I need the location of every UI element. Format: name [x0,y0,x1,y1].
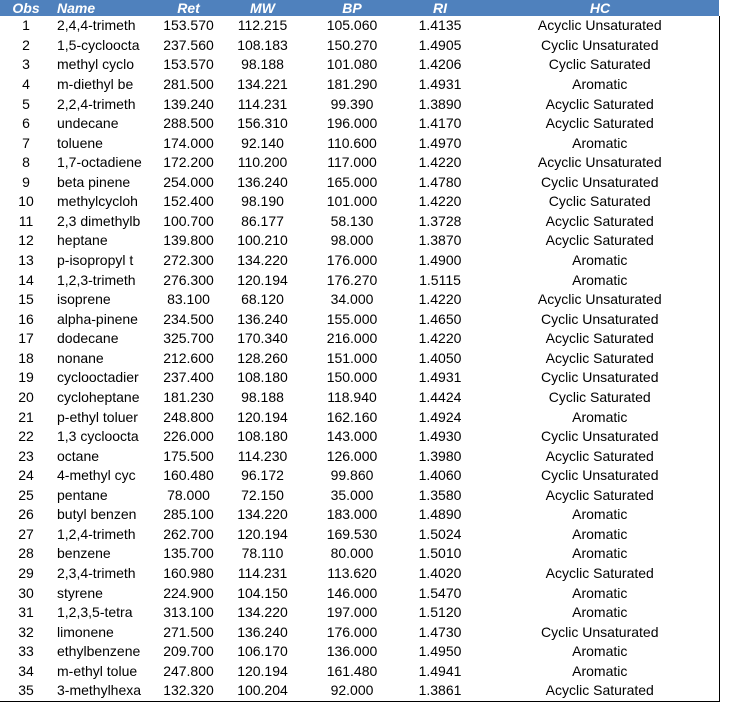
cell-ret[interactable]: 139.240 [163,95,214,112]
cell-ret[interactable]: 226.000 [163,428,214,445]
cell-ret[interactable]: 237.560 [163,36,214,53]
cell-hc[interactable]: Acyclic Saturated [481,329,719,349]
table-row [0,642,719,662]
cell-bp[interactable]: 150.270 [326,36,378,53]
cell-bp[interactable]: 216.000 [326,330,378,347]
cell-ri[interactable]: 1.4931 [418,75,462,92]
header-name[interactable]: Name [52,0,157,16]
cell-ret[interactable]: 83.100 [167,291,210,308]
cell-hc[interactable]: Aromatic [481,270,719,290]
cell-name[interactable]: alpha-pinene [57,310,138,327]
cell-hc[interactable]: Acyclic Saturated [481,212,719,232]
cell-ret[interactable]: 254.000 [163,173,214,190]
cell-name[interactable]: styrene [57,584,103,601]
cell-obs[interactable]: 3 [22,56,30,73]
cell-bp[interactable]: 58.130 [330,212,374,229]
cell-obs[interactable]: 24 [18,467,34,484]
cell-bp[interactable]: 146.000 [326,584,378,601]
cell-ri[interactable]: 1.3580 [418,486,462,503]
cell-mw[interactable]: 120.194 [237,525,288,542]
cell-ret[interactable]: 272.300 [163,252,214,269]
cell-obs[interactable]: 25 [18,486,34,503]
table-row [0,505,719,525]
table-row [0,427,719,447]
cell-ri[interactable]: 1.5115 [419,271,461,288]
cell-hc[interactable]: Aromatic [481,525,719,545]
cell-bp[interactable]: 165.000 [326,173,378,190]
cell-bp[interactable]: 117.000 [327,154,377,171]
cell-mw[interactable]: 108.180 [237,369,288,386]
cell-hc[interactable]: Aromatic [481,544,719,564]
cell-obs[interactable]: 31 [18,604,34,621]
cell-bp[interactable]: 35.000 [330,486,374,503]
cell-name[interactable]: benzene [57,545,111,562]
cell-name[interactable]: 2,2,4-trimeth [57,95,136,112]
cell-bp[interactable]: 196.000 [326,115,378,132]
cell-name[interactable]: 4-methyl cyc [57,467,136,484]
cell-ri[interactable]: 1.4930 [418,428,462,445]
header-bp[interactable]: BP [305,0,399,16]
cell-ri[interactable]: 1.4220 [418,330,462,347]
cell-hc[interactable]: Acyclic Saturated [481,114,719,134]
header-row [0,0,719,16]
cell-ri[interactable]: 1.4170 [418,115,462,132]
cell-bp[interactable]: 113.620 [327,565,377,582]
cell-mw[interactable]: 120.194 [237,271,288,288]
table-row [0,407,719,427]
cell-obs[interactable]: 26 [18,506,34,523]
table-row [0,270,719,290]
cell-hc[interactable]: Cyclic Unsaturated [481,622,719,642]
cell-hc[interactable]: Cyclic Saturated [481,388,719,408]
cell-hc[interactable]: Cyclic Saturated [481,192,719,212]
table-row [0,114,719,134]
cell-bp[interactable]: 101.000 [326,193,378,210]
cell-obs[interactable]: 17 [18,330,34,347]
table-row [0,212,719,232]
cell-name[interactable]: butyl benzen [57,506,137,523]
header-hc[interactable]: HC [481,0,719,16]
cell-hc[interactable]: Aromatic [481,75,719,95]
cell-ri[interactable]: 1.5024 [418,525,462,542]
cell-mw[interactable]: 108.183 [237,36,288,53]
cell-ri[interactable]: 1.3728 [418,212,462,229]
cell-obs[interactable]: 2 [22,36,30,53]
table-row [0,94,719,114]
cell-mw[interactable]: 98.188 [241,56,284,73]
cell-hc[interactable]: Cyclic Unsaturated [481,427,719,447]
cell-bp[interactable]: 155.000 [326,310,378,327]
cell-ret[interactable]: 313.100 [163,604,214,621]
cell-obs[interactable]: 11 [18,212,34,229]
cell-bp[interactable]: 197.000 [326,604,378,621]
cell-bp[interactable]: 150.000 [326,369,378,386]
cell-name[interactable]: p-ethyl toluer [57,408,138,425]
table-row [0,583,719,603]
cell-ri[interactable]: 1.4950 [418,643,462,660]
cell-name[interactable]: cycloheptane [57,388,140,405]
cell-hc[interactable]: Cyclic Unsaturated [481,173,719,193]
table-row [0,349,719,369]
cell-bp[interactable]: 105.060 [326,17,378,34]
cell-bp[interactable]: 176.270 [326,271,378,288]
cell-obs[interactable]: 20 [18,388,34,405]
cell-obs[interactable]: 15 [18,291,34,308]
table-row [0,192,719,212]
cell-ri[interactable]: 1.4220 [418,193,462,210]
cell-hc[interactable]: Aromatic [481,251,719,271]
cell-ret[interactable]: 160.980 [163,565,214,582]
cell-bp[interactable]: 118.940 [327,388,377,405]
cell-name[interactable]: 1,5-cycloocta [57,36,140,53]
cell-ret[interactable]: 262.700 [163,525,214,542]
table-row [0,153,719,173]
cell-mw[interactable]: 134.220 [237,252,288,269]
cell-obs[interactable]: 7 [22,134,30,151]
cell-ri[interactable]: 1.4206 [418,56,462,73]
cell-ret[interactable]: 247.800 [163,662,214,679]
cell-hc[interactable]: Aromatic [481,505,719,525]
table-row [0,466,719,486]
cell-bp[interactable]: 183.000 [326,506,378,523]
cell-obs[interactable]: 28 [18,545,34,562]
cell-obs[interactable]: 13 [18,252,34,269]
cell-mw[interactable]: 92.140 [241,134,284,151]
cell-name[interactable]: 2,4,4-trimeth [57,17,136,34]
table-row [0,329,719,349]
cell-name[interactable]: 2,3 dimethylb [57,212,141,229]
cell-ret[interactable]: 153.570 [163,56,214,73]
cell-mw[interactable]: 136.240 [237,173,288,190]
cell-mw[interactable]: 128.260 [237,349,288,366]
cell-name[interactable]: m-ethyl tolue [57,662,138,679]
cell-ri[interactable]: 1.3980 [418,447,462,464]
cell-ret[interactable]: 132.320 [157,681,220,701]
cell-bp[interactable]: 126.000 [326,447,378,464]
cell-ret[interactable]: 325.700 [163,330,214,347]
cell-mw[interactable]: 68.120 [241,291,284,308]
cell-ri[interactable]: 1.4941 [418,662,462,679]
cell-ret[interactable]: 237.400 [163,369,214,386]
table-body [0,16,719,701]
table-row [0,55,719,75]
table-row [0,133,719,153]
cell-obs[interactable]: 29 [18,565,34,582]
cell-ret[interactable]: 172.200 [163,154,214,171]
cell-mw[interactable]: 108.180 [237,428,288,445]
cell-mw[interactable]: 156.310 [237,115,288,132]
cell-bp[interactable]: 151.000 [326,349,378,366]
header-mw[interactable]: MW [220,0,305,16]
cell-mw[interactable]: 110.200 [237,154,288,171]
cell-ri[interactable]: 1.4931 [418,369,462,386]
cell-mw[interactable]: 120.194 [237,408,288,425]
cell-hc[interactable]: Acyclic Saturated [481,349,719,369]
cell-obs[interactable]: 18 [18,349,34,366]
cell-mw[interactable]: 96.172 [241,467,284,484]
cell-obs[interactable]: 1 [22,17,30,34]
cell-ret[interactable]: 224.900 [163,584,214,601]
cell-hc[interactable]: Cyclic Unsaturated [481,466,719,486]
table-row [0,36,719,56]
cell-obs[interactable]: 9 [22,173,30,190]
cell-ret[interactable]: 271.500 [163,623,214,640]
cell-ret[interactable]: 160.480 [163,467,214,484]
cell-ret[interactable]: 152.400 [163,193,214,210]
cell-name[interactable]: m-diethyl be [57,75,134,92]
cell-ret[interactable]: 153.570 [163,17,214,34]
cell-obs[interactable]: 5 [22,95,30,112]
cell-hc[interactable]: Cyclic Unsaturated [481,309,719,329]
table-row [0,251,719,271]
cell-hc[interactable]: Acyclic Saturated [481,681,719,701]
cell-ri[interactable]: 1.4905 [418,36,462,53]
cell-name[interactable]: ethylbenzene [57,643,141,660]
cell-ri[interactable]: 1.5010 [418,545,462,562]
cell-mw[interactable]: 136.240 [237,310,288,327]
cell-mw[interactable]: 106.170 [237,643,288,660]
cell-mw[interactable]: 98.188 [241,388,284,405]
cell-mw[interactable]: 134.220 [237,604,288,621]
cell-obs[interactable]: 27 [18,525,34,542]
cell-hc[interactable]: Cyclic Saturated [481,55,719,75]
table-row [0,231,719,251]
cell-ret[interactable]: 234.500 [163,310,214,327]
cell-hc[interactable]: Aromatic [481,642,719,662]
cell-bp[interactable]: 176.000 [326,623,378,640]
cell-ri[interactable]: 1.4020 [418,565,462,582]
table-row [0,309,719,329]
cell-ri[interactable]: 1.3861 [399,681,481,701]
cell-hc[interactable]: Acyclic Saturated [481,564,719,584]
cell-ri[interactable]: 1.4060 [418,467,462,484]
cell-hc[interactable]: Acyclic Unsaturated [481,153,719,173]
cell-name[interactable]: heptane [57,232,108,249]
cell-name[interactable]: 1,2,3-trimeth [57,271,136,288]
cell-obs[interactable]: 22 [18,428,34,445]
cell-hc[interactable]: Aromatic [481,407,719,427]
cell-name[interactable]: isoprene [57,291,111,308]
cell-mw[interactable]: 136.240 [237,623,288,640]
cell-ri[interactable]: 1.5120 [418,604,462,621]
table-row [0,622,719,642]
cell-name[interactable]: beta pinene [57,173,131,190]
cell-ret[interactable]: 100.700 [163,212,214,229]
cell-ri[interactable]: 1.4650 [418,310,462,327]
cell-obs[interactable]: 33 [18,643,34,660]
cell-hc[interactable]: Aromatic [481,133,719,153]
cell-ri[interactable]: 1.4900 [418,252,462,269]
cell-mw[interactable]: 78.110 [241,545,284,562]
cell-bp[interactable]: 110.600 [327,134,377,151]
cell-mw[interactable]: 86.177 [241,212,284,229]
cell-obs[interactable]: 35 [0,681,52,701]
cell-obs[interactable]: 19 [18,369,34,386]
cell-bp[interactable]: 143.000 [326,428,378,445]
table-row [0,16,719,36]
table-row [0,525,719,545]
cell-ret[interactable]: 139.800 [163,232,214,249]
cell-ret[interactable]: 212.600 [163,349,214,366]
cell-bp[interactable]: 92.000 [305,681,399,701]
cell-name[interactable]: 1,2,3,5-tetra [57,604,133,621]
cell-bp[interactable]: 99.860 [330,467,374,484]
cell-ret[interactable]: 174.000 [163,134,214,151]
cell-obs[interactable]: 6 [22,115,30,132]
cell-ri[interactable]: 1.4050 [418,349,462,366]
cell-name[interactable]: 1,2,4-trimeth [57,525,136,542]
cell-ri[interactable]: 1.4730 [418,623,462,640]
cell-ri[interactable]: 1.4924 [418,408,462,425]
cell-hc[interactable]: Aromatic [481,662,719,682]
cell-name[interactable]: octane [57,447,100,464]
cell-name[interactable]: cyclooctadier [57,369,139,386]
cell-ret[interactable]: 78.000 [167,486,210,503]
cell-name[interactable]: undecane [57,115,119,132]
cell-bp[interactable]: 176.000 [326,252,378,269]
cell-bp[interactable]: 181.290 [326,75,378,92]
cell-ri[interactable]: 1.4135 [418,17,462,34]
cell-obs[interactable]: 21 [18,408,34,425]
cell-mw[interactable]: 120.194 [237,662,288,679]
cell-bp[interactable]: 34.000 [330,291,374,308]
cell-ri[interactable]: 1.5470 [418,584,462,601]
cell-ri[interactable]: 1.4780 [418,173,462,190]
cell-mw[interactable]: 104.150 [237,584,288,601]
cell-obs[interactable]: 4 [22,75,30,92]
cell-ret[interactable]: 281.500 [163,75,214,92]
cell-name[interactable]: 3-methylhexa [52,681,157,701]
cell-name[interactable]: limonene [57,623,114,640]
header-ri[interactable]: RI [399,0,481,16]
cell-name[interactable]: toluene [57,134,103,151]
cell-mw[interactable]: 134.221 [237,75,288,92]
cell-ri[interactable]: 1.4424 [418,388,462,405]
cell-hc[interactable]: Acyclic Saturated [481,94,719,114]
cell-mw[interactable]: 98.190 [241,193,284,210]
cell-hc[interactable]: Acyclic Unsaturated [481,16,719,36]
cell-obs[interactable]: 14 [18,271,34,288]
cell-mw[interactable]: 100.204 [220,681,305,701]
cell-obs[interactable]: 30 [18,584,34,601]
header-ret[interactable]: Ret [157,0,220,16]
table-row [0,564,719,584]
cell-name[interactable]: 2,3,4-trimeth [57,565,136,582]
cell-bp[interactable]: 80.000 [330,545,374,562]
cell-hc[interactable]: Cyclic Unsaturated [481,36,719,56]
cell-mw[interactable]: 72.150 [241,486,284,503]
cell-mw[interactable]: 112.215 [237,17,288,34]
header-obs[interactable]: Obs [0,0,52,16]
cell-bp[interactable]: 136.000 [326,643,378,660]
table-row [0,388,719,408]
cell-obs[interactable]: 8 [22,154,30,171]
table-row [0,603,719,623]
cell-ri[interactable]: 1.3890 [418,95,462,112]
cell-obs[interactable]: 10 [18,193,34,210]
cell-ret[interactable]: 285.100 [163,506,214,523]
cell-name[interactable]: methylcycloh [57,193,138,210]
cell-ri[interactable]: 1.3870 [418,232,462,249]
cell-obs[interactable]: 16 [18,310,34,327]
cell-ri[interactable]: 1.4220 [418,291,462,308]
cell-name[interactable]: 1,3 cycloocta [57,428,139,445]
cell-ret[interactable]: 181.230 [163,388,214,405]
table-row [0,368,719,388]
cell-mw[interactable]: 114.231 [237,565,288,582]
cell-obs[interactable]: 32 [18,623,34,640]
cell-name[interactable]: p-isopropyl t [57,252,134,269]
cell-obs[interactable]: 34 [18,662,34,679]
cell-ret[interactable]: 276.300 [163,271,214,288]
cell-hc[interactable]: Acyclic Unsaturated [481,290,719,310]
cell-mw[interactable]: 114.231 [237,95,288,112]
table-row [0,544,719,564]
table-row [0,446,719,466]
cell-obs[interactable]: 12 [18,232,34,249]
cell-hc[interactable]: Acyclic Saturated [481,231,719,251]
cell-ret[interactable]: 288.500 [163,115,214,132]
cell-ret[interactable]: 135.700 [163,545,214,562]
cell-ret[interactable]: 209.700 [163,643,214,660]
cell-name[interactable]: dodecane [57,330,119,347]
cell-bp[interactable]: 98.000 [330,232,374,249]
cell-ri[interactable]: 1.4890 [418,506,462,523]
table-row [0,681,719,701]
cell-hc[interactable]: Cyclic Unsaturated [481,368,719,388]
cell-ri[interactable]: 1.4970 [418,134,462,151]
cell-bp[interactable]: 161.480 [326,662,378,679]
table-row [0,486,719,506]
cell-hc[interactable]: Aromatic [481,583,719,603]
cell-mw[interactable]: 134.220 [237,506,288,523]
cell-hc[interactable]: Acyclic Saturated [481,486,719,506]
cell-mw[interactable]: 114.230 [237,447,288,464]
table-row [0,290,719,310]
cell-mw[interactable]: 170.340 [237,330,288,347]
cell-mw[interactable]: 100.210 [237,232,288,249]
table-row [0,662,719,682]
table-row [0,75,719,95]
cell-name[interactable]: 1,7-octadiene [57,154,142,171]
cell-name[interactable]: methyl cyclo [57,56,135,73]
cell-obs[interactable]: 23 [18,447,34,464]
cell-hc[interactable]: Aromatic [481,603,719,623]
cell-ret[interactable]: 175.500 [163,447,214,464]
table-row [0,173,719,193]
cell-bp[interactable]: 101.080 [326,56,378,73]
cell-name[interactable]: nonane [57,349,104,366]
cell-ret[interactable]: 248.800 [163,408,214,425]
cell-bp[interactable]: 169.530 [326,525,378,542]
cell-bp[interactable]: 99.390 [330,95,374,112]
cell-hc[interactable]: Acyclic Saturated [481,446,719,466]
cell-ri[interactable]: 1.4220 [418,154,462,171]
cell-bp[interactable]: 162.160 [326,408,378,425]
cell-name[interactable]: pentane [57,486,108,503]
